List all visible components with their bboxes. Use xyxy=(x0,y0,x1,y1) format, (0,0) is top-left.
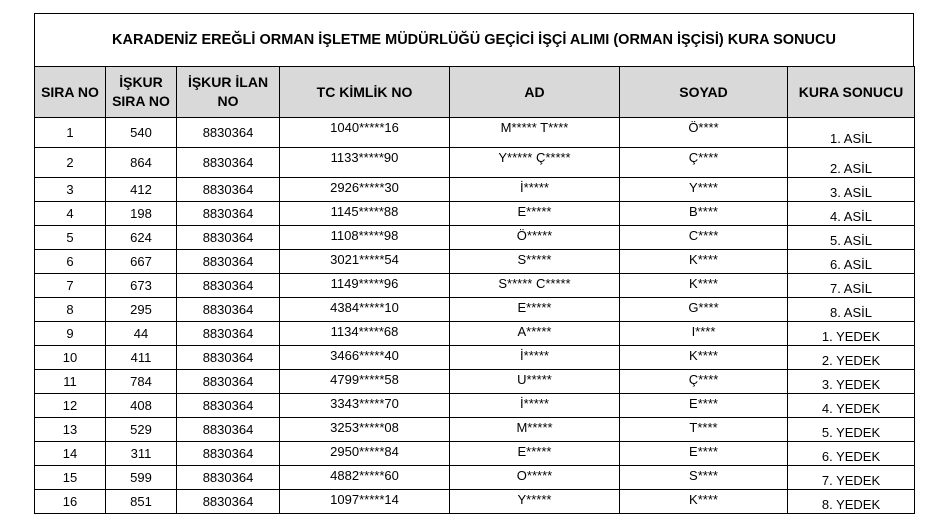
cell-iskur-sira-no: 851 xyxy=(106,490,177,514)
cell-ad: M***** xyxy=(450,418,620,442)
cell-ad: İ***** xyxy=(450,178,620,202)
cell-sira-no: 7 xyxy=(35,274,106,298)
cell-iskur-ilan-no: 8830364 xyxy=(177,442,280,466)
cell-soyad: B**** xyxy=(620,202,788,226)
cell-iskur-sira-no: 408 xyxy=(106,394,177,418)
table-row xyxy=(35,298,915,322)
table-row xyxy=(35,178,915,202)
cell-tc-kimlik-no: 1133*****90 xyxy=(280,148,450,178)
cell-soyad: K**** xyxy=(620,346,788,370)
cell-iskur-ilan-no: 8830364 xyxy=(177,394,280,418)
header-iskur-sira-no-line2: SIRA NO xyxy=(112,93,170,109)
cell-iskur-sira-no: 529 xyxy=(106,418,177,442)
cell-sira-no: 2 xyxy=(35,148,106,178)
cell-iskur-ilan-no: 8830364 xyxy=(177,418,280,442)
header-ad: AD xyxy=(450,67,620,118)
cell-sira-no: 16 xyxy=(35,490,106,514)
cell-ad: U***** xyxy=(450,370,620,394)
cell-sira-no: 6 xyxy=(35,250,106,274)
cell-kura-sonucu: 7. ASİL xyxy=(788,274,915,298)
cell-soyad: K**** xyxy=(620,274,788,298)
cell-iskur-ilan-no: 8830364 xyxy=(177,322,280,346)
cell-tc-kimlik-no: 1145*****88 xyxy=(280,202,450,226)
cell-sira-no: 8 xyxy=(35,298,106,322)
cell-ad: A***** xyxy=(450,322,620,346)
cell-ad: O***** xyxy=(450,466,620,490)
cell-iskur-ilan-no: 8830364 xyxy=(177,490,280,514)
cell-soyad: Ç**** xyxy=(620,148,788,178)
header-iskur-ilan-no xyxy=(177,67,280,118)
cell-sira-no: 15 xyxy=(35,466,106,490)
cell-ad: Y***** Ç***** xyxy=(450,148,620,178)
cell-iskur-ilan-no: 8830364 xyxy=(177,202,280,226)
cell-iskur-sira-no: 864 xyxy=(106,148,177,178)
cell-tc-kimlik-no: 1134*****68 xyxy=(280,322,450,346)
cell-ad: M***** T**** xyxy=(450,118,620,148)
cell-sira-no: 12 xyxy=(35,394,106,418)
cell-iskur-sira-no: 624 xyxy=(106,226,177,250)
table-row xyxy=(35,370,915,394)
cell-iskur-ilan-no: 8830364 xyxy=(177,148,280,178)
cell-soyad: G**** xyxy=(620,298,788,322)
cell-soyad: Ö**** xyxy=(620,118,788,148)
cell-tc-kimlik-no: 1097*****14 xyxy=(280,490,450,514)
cell-iskur-sira-no: 667 xyxy=(106,250,177,274)
cell-iskur-ilan-no: 8830364 xyxy=(177,274,280,298)
cell-sira-no: 10 xyxy=(35,346,106,370)
cell-kura-sonucu: 2. YEDEK xyxy=(788,346,915,370)
cell-kura-sonucu: 4. ASİL xyxy=(788,202,915,226)
cell-iskur-sira-no: 599 xyxy=(106,466,177,490)
results-table xyxy=(34,66,915,514)
cell-kura-sonucu: 7. YEDEK xyxy=(788,466,915,490)
cell-soyad: T**** xyxy=(620,418,788,442)
cell-ad: Y***** xyxy=(450,490,620,514)
cell-tc-kimlik-no: 1149*****96 xyxy=(280,274,450,298)
header-iskur-sira-no-line1: İŞKUR xyxy=(119,74,163,90)
cell-iskur-sira-no: 540 xyxy=(106,118,177,148)
cell-kura-sonucu: 4. YEDEK xyxy=(788,394,915,418)
table-row xyxy=(35,442,915,466)
cell-kura-sonucu: 1. ASİL xyxy=(788,118,915,148)
cell-kura-sonucu: 3. YEDEK xyxy=(788,370,915,394)
cell-ad: E***** xyxy=(450,202,620,226)
header-soyad: SOYAD xyxy=(620,67,788,118)
cell-tc-kimlik-no: 3466*****40 xyxy=(280,346,450,370)
cell-iskur-ilan-no: 8830364 xyxy=(177,466,280,490)
header-kura-sonucu: KURA SONUCU xyxy=(788,67,915,118)
cell-iskur-ilan-no: 8830364 xyxy=(177,370,280,394)
cell-tc-kimlik-no: 2926*****30 xyxy=(280,178,450,202)
cell-iskur-ilan-no: 8830364 xyxy=(177,178,280,202)
header-tc-kimlik-no: TC KİMLİK NO xyxy=(280,67,450,118)
cell-tc-kimlik-no: 4384*****10 xyxy=(280,298,450,322)
cell-iskur-ilan-no: 8830364 xyxy=(177,298,280,322)
cell-sira-no: 14 xyxy=(35,442,106,466)
cell-sira-no: 9 xyxy=(35,322,106,346)
table-row xyxy=(35,322,915,346)
header-iskur-ilan-no-line1: İŞKUR İLAN xyxy=(187,74,269,90)
table-row xyxy=(35,226,915,250)
table-row xyxy=(35,418,915,442)
cell-soyad: K**** xyxy=(620,250,788,274)
table-row xyxy=(35,346,915,370)
cell-iskur-sira-no: 44 xyxy=(106,322,177,346)
cell-kura-sonucu: 2. ASİL xyxy=(788,148,915,178)
cell-kura-sonucu: 6. YEDEK xyxy=(788,442,915,466)
cell-tc-kimlik-no: 3343*****70 xyxy=(280,394,450,418)
cell-sira-no: 4 xyxy=(35,202,106,226)
table-row xyxy=(35,466,915,490)
cell-soyad: K**** xyxy=(620,490,788,514)
result-sheet xyxy=(34,13,914,514)
cell-sira-no: 1 xyxy=(35,118,106,148)
cell-sira-no: 13 xyxy=(35,418,106,442)
cell-kura-sonucu: 3. ASİL xyxy=(788,178,915,202)
cell-soyad: S**** xyxy=(620,466,788,490)
cell-kura-sonucu: 1. YEDEK xyxy=(788,322,915,346)
header-iskur-ilan-no-line2: NO xyxy=(217,93,239,109)
cell-soyad: I**** xyxy=(620,322,788,346)
cell-soyad: Y**** xyxy=(620,178,788,202)
cell-iskur-sira-no: 295 xyxy=(106,298,177,322)
table-row xyxy=(35,202,915,226)
cell-soyad: C**** xyxy=(620,226,788,250)
cell-ad: S***** C***** xyxy=(450,274,620,298)
cell-iskur-sira-no: 412 xyxy=(106,178,177,202)
cell-iskur-sira-no: 311 xyxy=(106,442,177,466)
cell-tc-kimlik-no: 3253*****08 xyxy=(280,418,450,442)
header-iskur-sira-no xyxy=(106,67,177,118)
cell-sira-no: 3 xyxy=(35,178,106,202)
cell-ad: S***** xyxy=(450,250,620,274)
cell-ad: E***** xyxy=(450,298,620,322)
cell-sira-no: 11 xyxy=(35,370,106,394)
document-title: KARADENİZ EREĞLİ ORMAN İŞLETME MÜDÜRLÜĞÜ GEÇİCİ İŞÇİ ALIMI (ORMAN İŞÇİSİ) KURA SONUCU xyxy=(34,13,914,66)
cell-kura-sonucu: 8. ASİL xyxy=(788,298,915,322)
cell-ad: İ***** xyxy=(450,394,620,418)
cell-ad: Ö***** xyxy=(450,226,620,250)
cell-iskur-ilan-no: 8830364 xyxy=(177,226,280,250)
cell-iskur-ilan-no: 8830364 xyxy=(177,346,280,370)
cell-iskur-ilan-no: 8830364 xyxy=(177,118,280,148)
cell-tc-kimlik-no: 2950*****84 xyxy=(280,442,450,466)
table-row xyxy=(35,274,915,298)
cell-kura-sonucu: 6. ASİL xyxy=(788,250,915,274)
cell-iskur-ilan-no: 8830364 xyxy=(177,250,280,274)
cell-iskur-sira-no: 784 xyxy=(106,370,177,394)
header-row xyxy=(35,67,915,118)
cell-iskur-sira-no: 411 xyxy=(106,346,177,370)
results-body xyxy=(35,118,915,514)
table-row xyxy=(35,250,915,274)
cell-tc-kimlik-no: 4882*****60 xyxy=(280,466,450,490)
cell-soyad: E**** xyxy=(620,442,788,466)
cell-tc-kimlik-no: 4799*****58 xyxy=(280,370,450,394)
cell-tc-kimlik-no: 3021*****54 xyxy=(280,250,450,274)
table-row xyxy=(35,148,915,178)
cell-iskur-sira-no: 198 xyxy=(106,202,177,226)
cell-tc-kimlik-no: 1040*****16 xyxy=(280,118,450,148)
header-sira-no: SIRA NO xyxy=(35,67,106,118)
table-row xyxy=(35,394,915,418)
cell-kura-sonucu: 5. YEDEK xyxy=(788,418,915,442)
cell-tc-kimlik-no: 1108*****98 xyxy=(280,226,450,250)
cell-sira-no: 5 xyxy=(35,226,106,250)
cell-kura-sonucu: 8. YEDEK xyxy=(788,490,915,514)
cell-soyad: Ç**** xyxy=(620,370,788,394)
cell-iskur-sira-no: 673 xyxy=(106,274,177,298)
table-row xyxy=(35,118,915,148)
cell-ad: E***** xyxy=(450,442,620,466)
cell-soyad: E**** xyxy=(620,394,788,418)
table-row xyxy=(35,490,915,514)
cell-ad: İ***** xyxy=(450,346,620,370)
cell-kura-sonucu: 5. ASİL xyxy=(788,226,915,250)
